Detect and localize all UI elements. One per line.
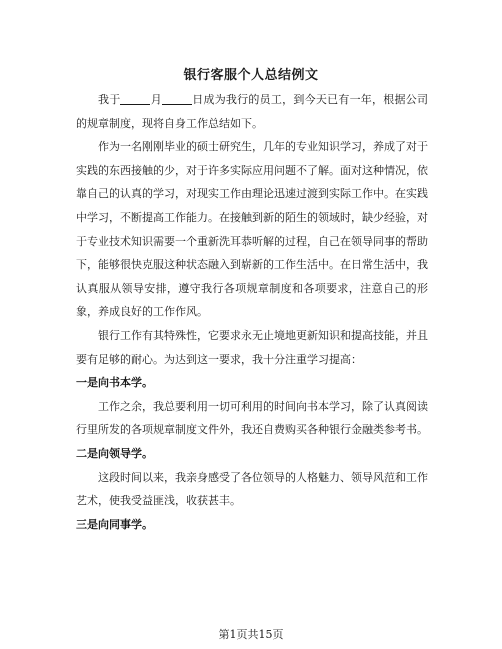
intro-text-3: 日成为我行的员工，到今天已有一年，根据公司的规章制度，现将自身工作总结如下。 [76,93,429,130]
month-blank [120,93,150,105]
intro-text-2: 月 [150,93,162,106]
body-paragraph-2: 银行工作有其特殊性，它要求永无止境地更新知识和提高技能，并且要有足够的耐心。为达到这一要求，我十分注重学习提高： [76,328,428,366]
section-paragraph-1: 工作之余，我总要利用一切可利用的时间向书本学习，除了认真阅读行里所发的各项规章制度文件外，我还自费购买各种银行金融类参考书。 [76,399,428,437]
section-heading-1 [76,371,428,395]
section-heading-3-text: 三是向同事学。 [76,517,153,531]
document-body [76,88,428,536]
section-heading-2-text: 二是向领导学。 [76,446,153,460]
document-title: 银行客服个人总结例文 [183,68,319,83]
section-paragraph-2: 这段时间以来，我亲身感受了各位领导的人格魅力、领导风范和工作艺术，使我受益匪浅，收获甚丰。 [76,470,428,508]
intro-text-1: 我于 [98,93,121,106]
section-heading-2 [76,442,428,466]
intro-paragraph [76,88,428,135]
body-paragraph-1: 作为一名刚刚毕业的硕士研究生，几年的专业知识学习，养成了对于实践的东西接触的少，对于许多实际应用问题不了解。面对这种情况，依靠自己的认真的学习，对现实工作由理论迅速过渡到实际工作中。在实践中学习，不断提高工作能力。在接触到新的陌生的领域时，缺少经验，对于专业技术知识需要一个重新洗耳恭听解的过程，自己在领导同事的帮助下，能够很快克服这种状态融入到崭新的工作生活中。在日常生活中，我认真服从领导安排，遵守我行各项规章制度和各项要求，注意自己的形象，养成良好的工作作风。 [76,140,428,319]
section-heading-3 [76,513,428,537]
section-heading-1-text: 一是向书本学。 [76,376,153,390]
day-blank [162,93,192,105]
page-footer: 第1页共15页 [218,628,284,641]
